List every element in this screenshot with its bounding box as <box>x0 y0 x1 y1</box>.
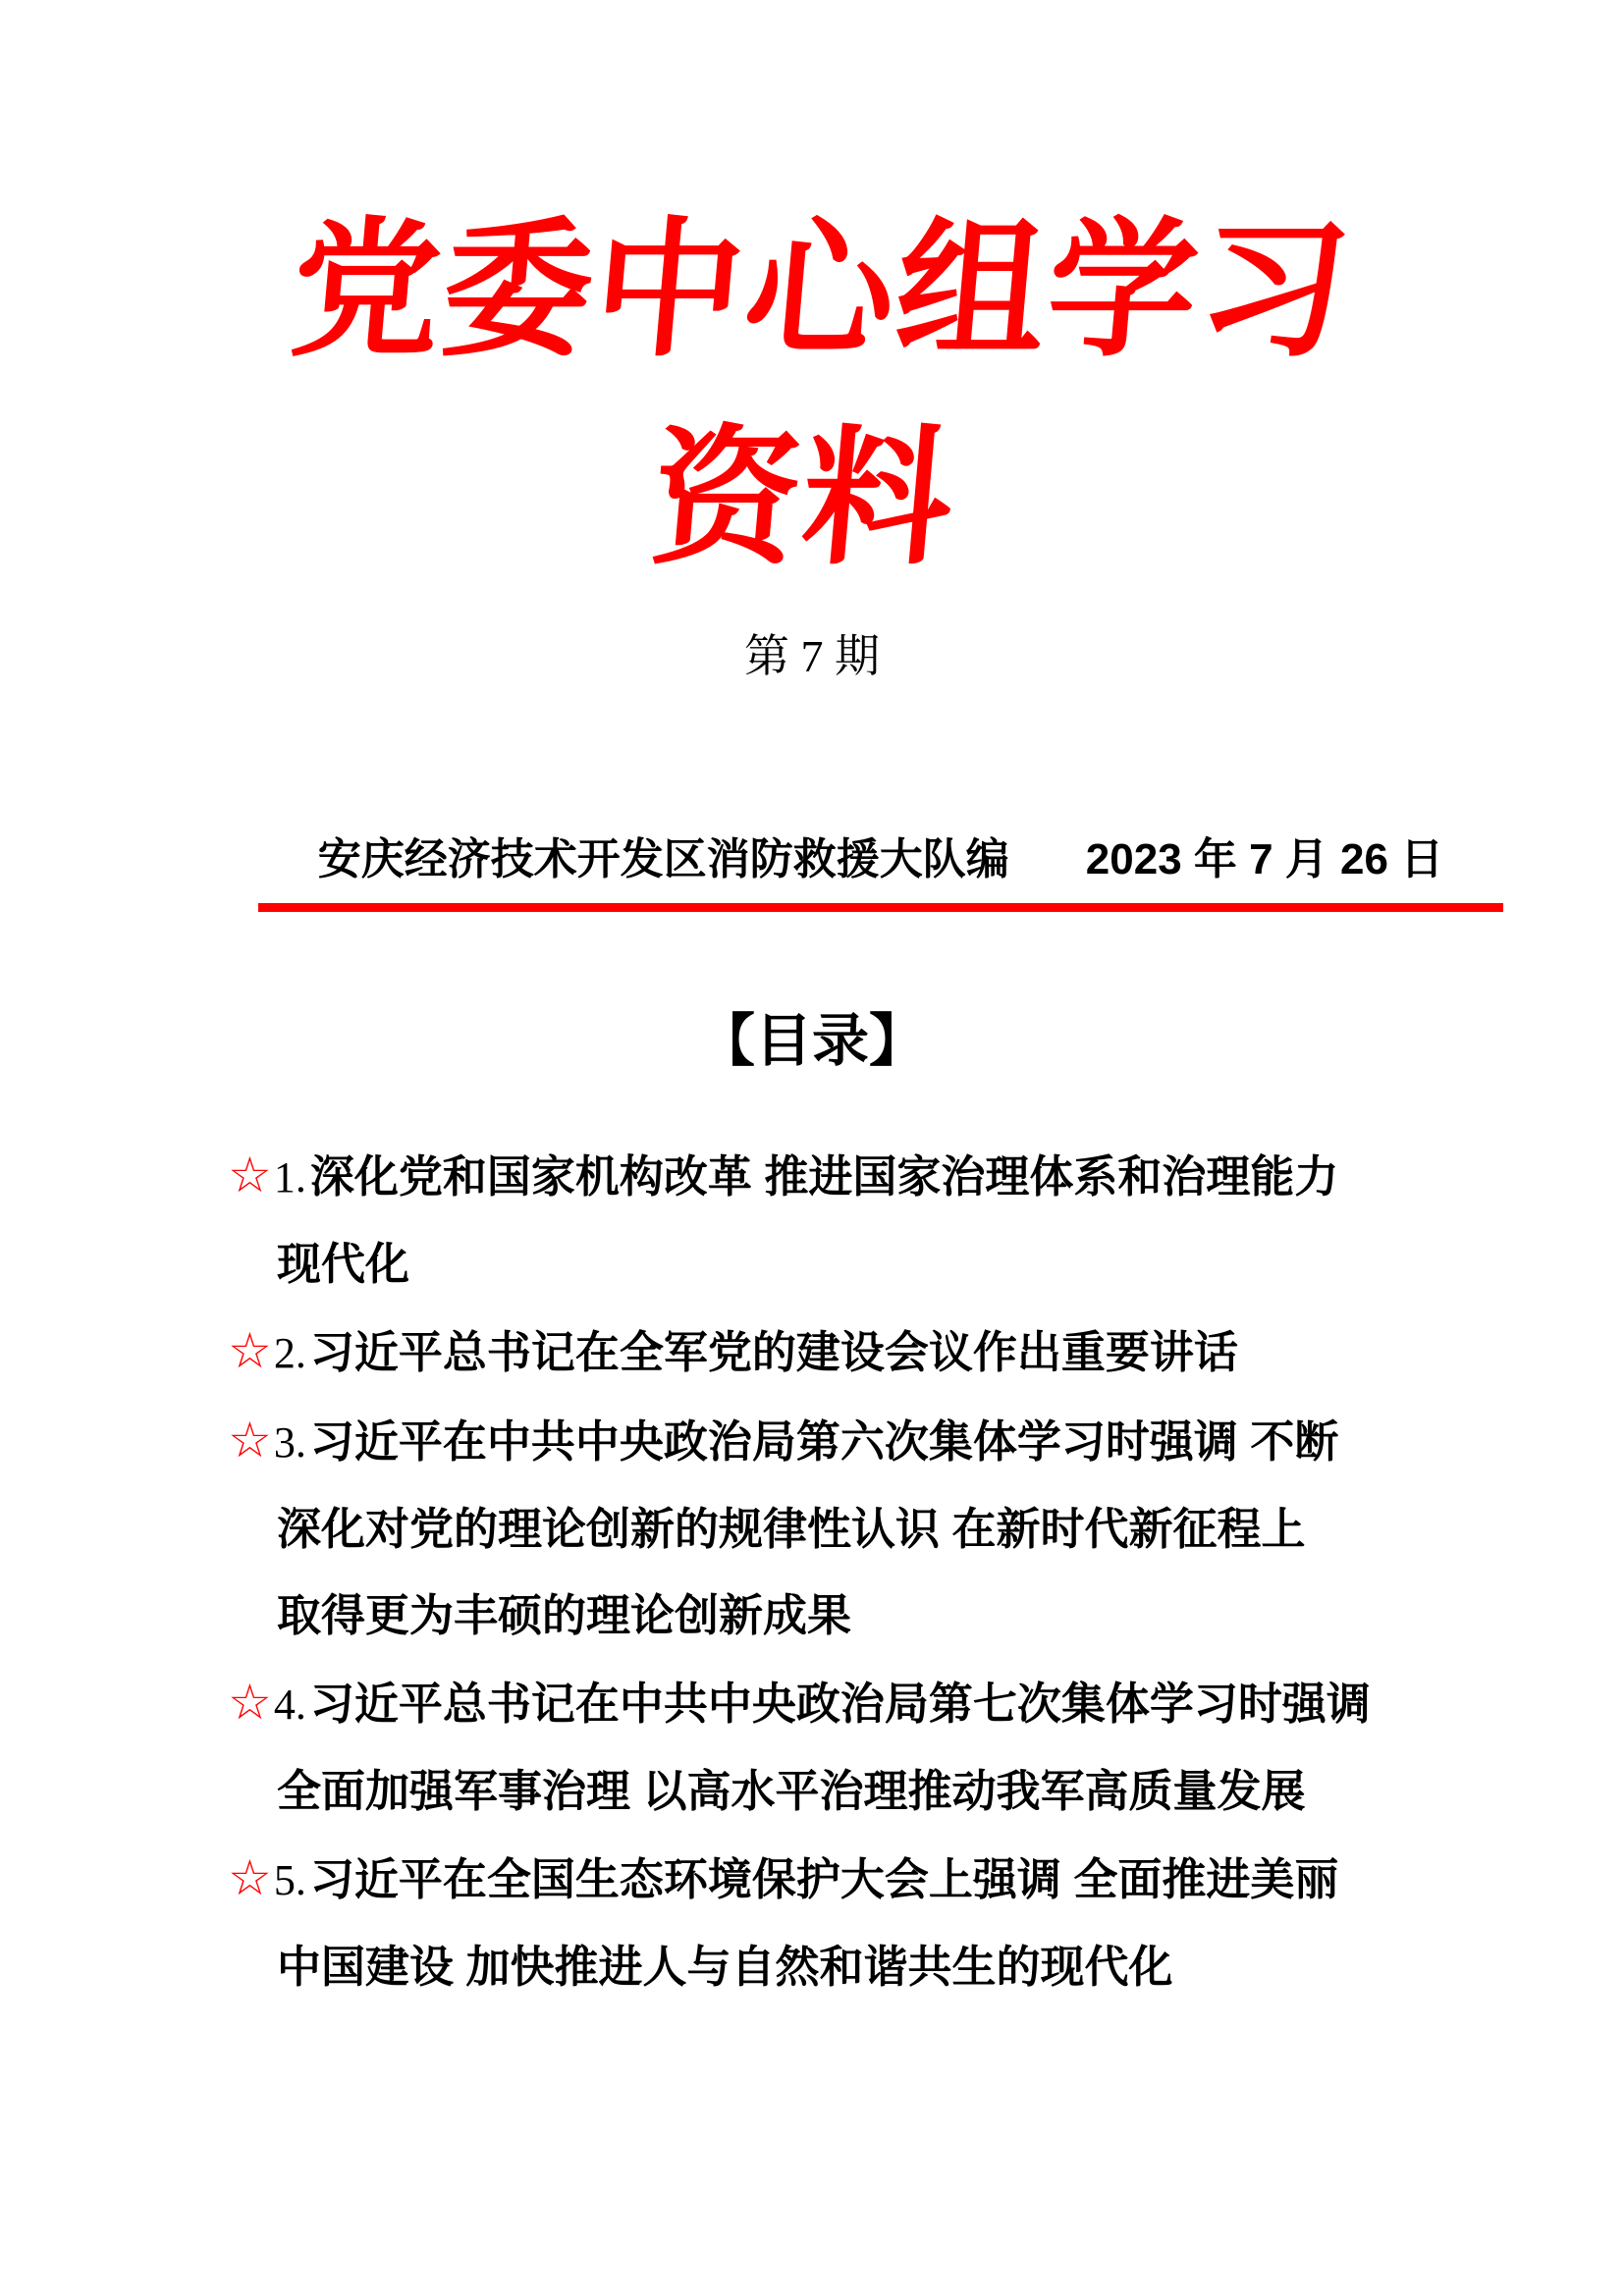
star-icon: ☆ <box>228 1323 272 1378</box>
toc-list <box>0 1132 1624 2010</box>
toc-item-text: 习近平总书记在全军党的建设会议作出重要讲话 <box>309 1327 1238 1377</box>
toc-item-text: 习近平在全国生态环境保护大会上强调 全面推进美丽 <box>309 1854 1339 1904</box>
toc-line-continuation: 现代化 <box>277 1239 410 1289</box>
toc-heading: 【目录】 <box>697 1009 926 1073</box>
issue-number: 第 7 期 <box>744 631 880 681</box>
toc-line-continuation: 取得更为丰硕的理论创新成果 <box>277 1590 852 1640</box>
star-icon: ☆ <box>228 1413 272 1468</box>
toc-item-number: 5. <box>273 1856 306 1904</box>
toc-line-continuation: 中国建设 加快推进人与自然和谐共生的现代化 <box>277 1942 1173 1992</box>
toc-item-number: 2. <box>273 1329 306 1377</box>
star-icon: ☆ <box>228 1850 272 1905</box>
toc-item <box>228 1132 1487 1221</box>
toc-item-number: 4. <box>273 1681 306 1729</box>
publisher-name: 安庆经济技术开发区消防救援大队编 <box>317 835 1009 883</box>
toc-item-number: 3. <box>273 1418 306 1467</box>
publish-date: 2023 年 7 月 26 日 <box>1085 835 1444 883</box>
star-icon: ☆ <box>228 1675 272 1730</box>
toc-item <box>228 1397 1487 1486</box>
toc-item-number: 1. <box>273 1153 306 1201</box>
publisher-line <box>258 832 1503 912</box>
star-icon: ☆ <box>228 1148 272 1202</box>
toc-item <box>228 1835 1487 1924</box>
toc-item-text: 深化党和国家机构改革 推进国家治理体系和治理能力 <box>309 1151 1339 1201</box>
toc-line-continuation: 深化对党的理论创新的规律性认识 在新时代新征程上 <box>277 1504 1306 1554</box>
toc-item-text: 习近平在中共中央政治局第六次集体学习时强调 不断 <box>309 1416 1339 1467</box>
toc-item-text: 习近平总书记在中共中央政治局第七次集体学习时强调 <box>309 1679 1371 1729</box>
document-title: 党委中心组学习资料 <box>284 207 1358 582</box>
toc-item <box>228 1308 1487 1397</box>
toc-line-continuation: 全面加强军事治理 以高水平治理推动我军高质量发展 <box>277 1766 1306 1816</box>
toc-item <box>228 1659 1487 1748</box>
